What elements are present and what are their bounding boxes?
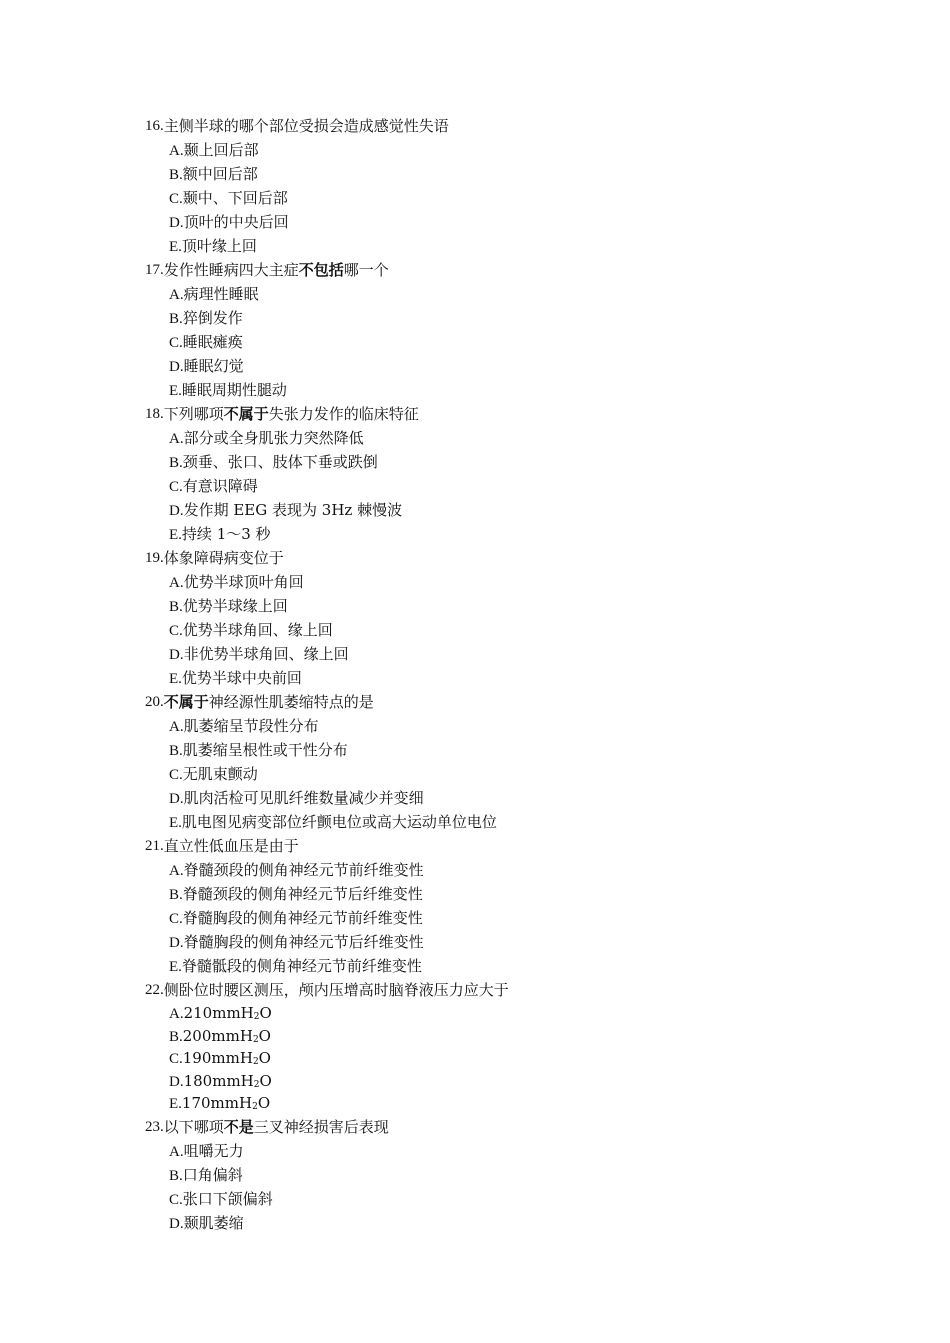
- option-letter: A.: [169, 287, 184, 303]
- option-value: 190mmH: [182, 1049, 253, 1067]
- option-letter: D.: [169, 503, 184, 519]
- option-value: 180mmH: [183, 1071, 254, 1090]
- question-17: [145, 258, 905, 402]
- stem-emphasis: 不属于: [223, 405, 269, 423]
- options-list: [145, 714, 905, 834]
- option-c: [169, 1047, 905, 1070]
- subscript: 2: [252, 1034, 259, 1045]
- option-text: 优势半球中央前回: [181, 669, 302, 687]
- question-18: [145, 402, 905, 546]
- question-stem: [145, 258, 905, 282]
- option-letter: C.: [169, 1191, 183, 1208]
- stem-emphasis: 不包括: [298, 261, 344, 279]
- option-letter: C.: [169, 191, 183, 207]
- question-stem: [145, 114, 905, 138]
- option-a: [169, 1002, 905, 1025]
- option-d: [169, 786, 905, 810]
- option-b: [169, 450, 905, 474]
- stem-part: 发作性睡病四大主症: [163, 261, 299, 279]
- question-16: [145, 114, 905, 258]
- stem-part: 失张力发作的临床特征: [268, 405, 419, 423]
- option-c: [169, 330, 905, 354]
- option-tail: O: [259, 1004, 272, 1022]
- question-stem: [145, 834, 905, 858]
- option-e: [169, 810, 905, 834]
- option-d: [169, 210, 905, 234]
- stem-part: 以下哪项: [163, 1117, 224, 1136]
- option-d: [169, 642, 905, 666]
- option-letter: A.: [169, 143, 184, 159]
- option-text: 睡眠周期性腿动: [181, 381, 287, 399]
- option-letter: B.: [169, 167, 183, 183]
- stem-emphasis: 不属于: [163, 693, 209, 711]
- option-letter: B.: [169, 743, 183, 759]
- question-text: [164, 402, 419, 426]
- option-letter: D.: [169, 1073, 184, 1090]
- option-text: 脊髓颈段的侧角神经元节后纤维变性: [182, 885, 423, 903]
- question-stem: [145, 402, 905, 426]
- option-text: 咀嚼无力: [183, 1141, 244, 1160]
- option-c: [169, 618, 905, 642]
- option-d: [169, 1070, 905, 1093]
- option-e: [169, 522, 905, 546]
- option-letter: A.: [169, 719, 184, 735]
- option-tail: O: [258, 1049, 271, 1067]
- option-text: 肌萎缩呈节段性分布: [183, 717, 319, 735]
- option-a: [169, 714, 905, 738]
- stem-part: 主侧半球的哪个部位受损会造成感觉性失语: [163, 117, 449, 135]
- options-list: [145, 282, 905, 402]
- option-text: 脊髓颈段的侧角神经元节前纤维变性: [183, 861, 424, 879]
- option-text: 额中回后部: [182, 165, 258, 183]
- option-b: [169, 1025, 905, 1048]
- option-letter: E.: [169, 815, 182, 831]
- options-list: [145, 570, 905, 690]
- option-b: [169, 882, 905, 906]
- question-number: 16.: [145, 118, 164, 134]
- option-text: 脊髓胸段的侧角神经元节前纤维变性: [182, 909, 423, 927]
- question-stem: [145, 690, 905, 714]
- question-sheet: [145, 114, 905, 1235]
- option-text: 优势半球顶叶角回: [183, 573, 304, 591]
- option-letter: B.: [169, 599, 183, 615]
- option-c: [169, 906, 905, 930]
- option-d: [169, 1211, 905, 1235]
- stem-part: 体象障碍病变位于: [163, 549, 284, 567]
- option-tail: O: [257, 1094, 271, 1112]
- option-letter: A.: [169, 1006, 184, 1022]
- option-tail: O: [259, 1071, 272, 1090]
- question-number: 20.: [145, 694, 164, 710]
- option-text: 有意识障碍: [182, 477, 258, 495]
- option-text: 肌电图见病变部位纤颤电位或高大运动单位电位: [181, 813, 497, 831]
- question-number: 17.: [145, 262, 164, 278]
- option-b: [169, 306, 905, 330]
- question-text: [164, 258, 389, 282]
- option-text: 病理性睡眠: [183, 285, 259, 303]
- stem-part: 哪一个: [343, 261, 389, 279]
- option-text: 部分或全身肌张力突然降低: [183, 429, 364, 447]
- question-number: 21.: [145, 838, 164, 854]
- question-stem: [145, 1115, 905, 1139]
- stem-part: 三叉神经损害后表现: [253, 1117, 389, 1136]
- option-text: 优势半球角回、缘上回: [182, 621, 333, 639]
- option-text: 颈垂、张口、肢体下垂或跌倒: [182, 453, 378, 471]
- option-b: [169, 738, 905, 762]
- question-number: 19.: [145, 550, 164, 566]
- options-list: [145, 858, 905, 978]
- option-letter: B.: [169, 1167, 183, 1184]
- option-value: 200mmH: [182, 1026, 253, 1045]
- question-number: 23.: [145, 1118, 164, 1135]
- stem-part: 侧卧位时腰区测压，颅内压增高时脑脊液压力应大于: [163, 981, 509, 999]
- option-e: [169, 234, 905, 258]
- option-text: 非优势半球角回、缘上回: [183, 645, 349, 663]
- option-letter: C.: [169, 623, 183, 639]
- option-letter: E.: [169, 1096, 182, 1112]
- option-b: [169, 162, 905, 186]
- option-text: 猝倒发作: [182, 309, 243, 327]
- option-d: [169, 498, 905, 522]
- option-a: [169, 858, 905, 882]
- option-letter: D.: [169, 791, 184, 807]
- question-stem: [145, 978, 905, 1002]
- options-list: [145, 1002, 905, 1115]
- option-c: [169, 1187, 905, 1211]
- option-letter: B.: [169, 1028, 183, 1045]
- question-19: [145, 546, 905, 690]
- option-value: 210mmH: [183, 1004, 254, 1022]
- option-a: [169, 426, 905, 450]
- question-22: [145, 978, 905, 1115]
- option-text: 睡眠幻觉: [183, 357, 244, 375]
- question-text: [164, 690, 374, 714]
- option-text: 持续 1～3 秒: [181, 525, 271, 543]
- option-text: 优势半球缘上回: [182, 597, 288, 615]
- option-e: [169, 954, 905, 978]
- option-letter: B.: [169, 887, 183, 903]
- stem-emphasis: 不是: [223, 1117, 254, 1136]
- option-letter: D.: [169, 935, 184, 951]
- option-text: 睡眠瘫痪: [182, 333, 243, 351]
- option-letter: A.: [169, 863, 184, 879]
- option-text: 颞中、下回后部: [182, 189, 288, 207]
- question-text: [164, 978, 509, 1002]
- option-letter: E.: [169, 959, 182, 975]
- option-letter: E.: [169, 527, 182, 543]
- option-a: [169, 1139, 905, 1163]
- option-letter: C.: [169, 767, 183, 783]
- question-text: [164, 1115, 389, 1139]
- question-number: 22.: [145, 982, 164, 998]
- option-letter: E.: [169, 383, 182, 399]
- option-text: 发作期 EEG 表现为 3Hz 棘慢波: [183, 501, 403, 519]
- option-letter: A.: [169, 1143, 184, 1160]
- question-text: [164, 834, 299, 858]
- option-letter: A.: [169, 575, 184, 591]
- subscript: 2: [252, 1057, 259, 1067]
- subscript: 2: [253, 1079, 260, 1090]
- option-text: 肌萎缩呈根性或干性分布: [182, 741, 348, 759]
- option-letter: D.: [169, 1215, 184, 1232]
- option-letter: E.: [169, 671, 182, 687]
- option-letter: D.: [169, 359, 184, 375]
- option-letter: C.: [169, 911, 183, 927]
- option-c: [169, 474, 905, 498]
- options-list: [145, 426, 905, 546]
- option-e: [169, 378, 905, 402]
- options-list: [145, 1139, 905, 1235]
- option-a: [169, 138, 905, 162]
- question-text: [164, 114, 449, 138]
- option-letter: C.: [169, 1051, 183, 1067]
- option-d: [169, 930, 905, 954]
- option-c: [169, 762, 905, 786]
- option-e: [169, 1092, 905, 1115]
- option-letter: A.: [169, 431, 184, 447]
- question-text: [164, 546, 284, 570]
- question-21: [145, 834, 905, 978]
- option-letter: B.: [169, 311, 183, 327]
- option-text: 肌肉活检可见肌纤维数量减少并变细: [183, 789, 424, 807]
- option-tail: O: [258, 1026, 271, 1045]
- stem-part: 神经源性肌萎缩特点的是: [208, 693, 374, 711]
- option-text: 张口下颌偏斜: [182, 1189, 273, 1208]
- options-list: [145, 138, 905, 258]
- option-a: [169, 282, 905, 306]
- option-text: 顶叶的中央后回: [183, 213, 289, 231]
- option-e: [169, 666, 905, 690]
- option-d: [169, 354, 905, 378]
- option-text: 脊髓胸段的侧角神经元节后纤维变性: [183, 933, 424, 951]
- question-23: [145, 1115, 905, 1235]
- option-c: [169, 186, 905, 210]
- option-letter: E.: [169, 239, 182, 255]
- option-text: 脊髓骶段的侧角神经元节前纤维变性: [181, 957, 422, 975]
- option-b: [169, 1163, 905, 1187]
- stem-part: 下列哪项: [163, 405, 224, 423]
- question-stem: [145, 546, 905, 570]
- option-text: 颞肌萎缩: [183, 1213, 244, 1232]
- stem-part: 直立性低血压是由于: [163, 837, 299, 855]
- option-text: 口角偏斜: [182, 1165, 243, 1184]
- question-20: [145, 690, 905, 834]
- subscript: 2: [253, 1012, 260, 1022]
- option-letter: C.: [169, 335, 183, 351]
- option-text: 颞上回后部: [183, 141, 259, 159]
- option-letter: B.: [169, 455, 183, 471]
- option-text: 顶叶缘上回: [181, 237, 257, 255]
- question-number: 18.: [145, 406, 164, 422]
- option-a: [169, 570, 905, 594]
- subscript: 2: [252, 1102, 258, 1112]
- option-letter: C.: [169, 479, 183, 495]
- option-letter: D.: [169, 647, 184, 663]
- option-text: 无肌束颤动: [182, 765, 258, 783]
- option-value: 170mmH: [181, 1094, 253, 1112]
- option-b: [169, 594, 905, 618]
- option-letter: D.: [169, 215, 184, 231]
